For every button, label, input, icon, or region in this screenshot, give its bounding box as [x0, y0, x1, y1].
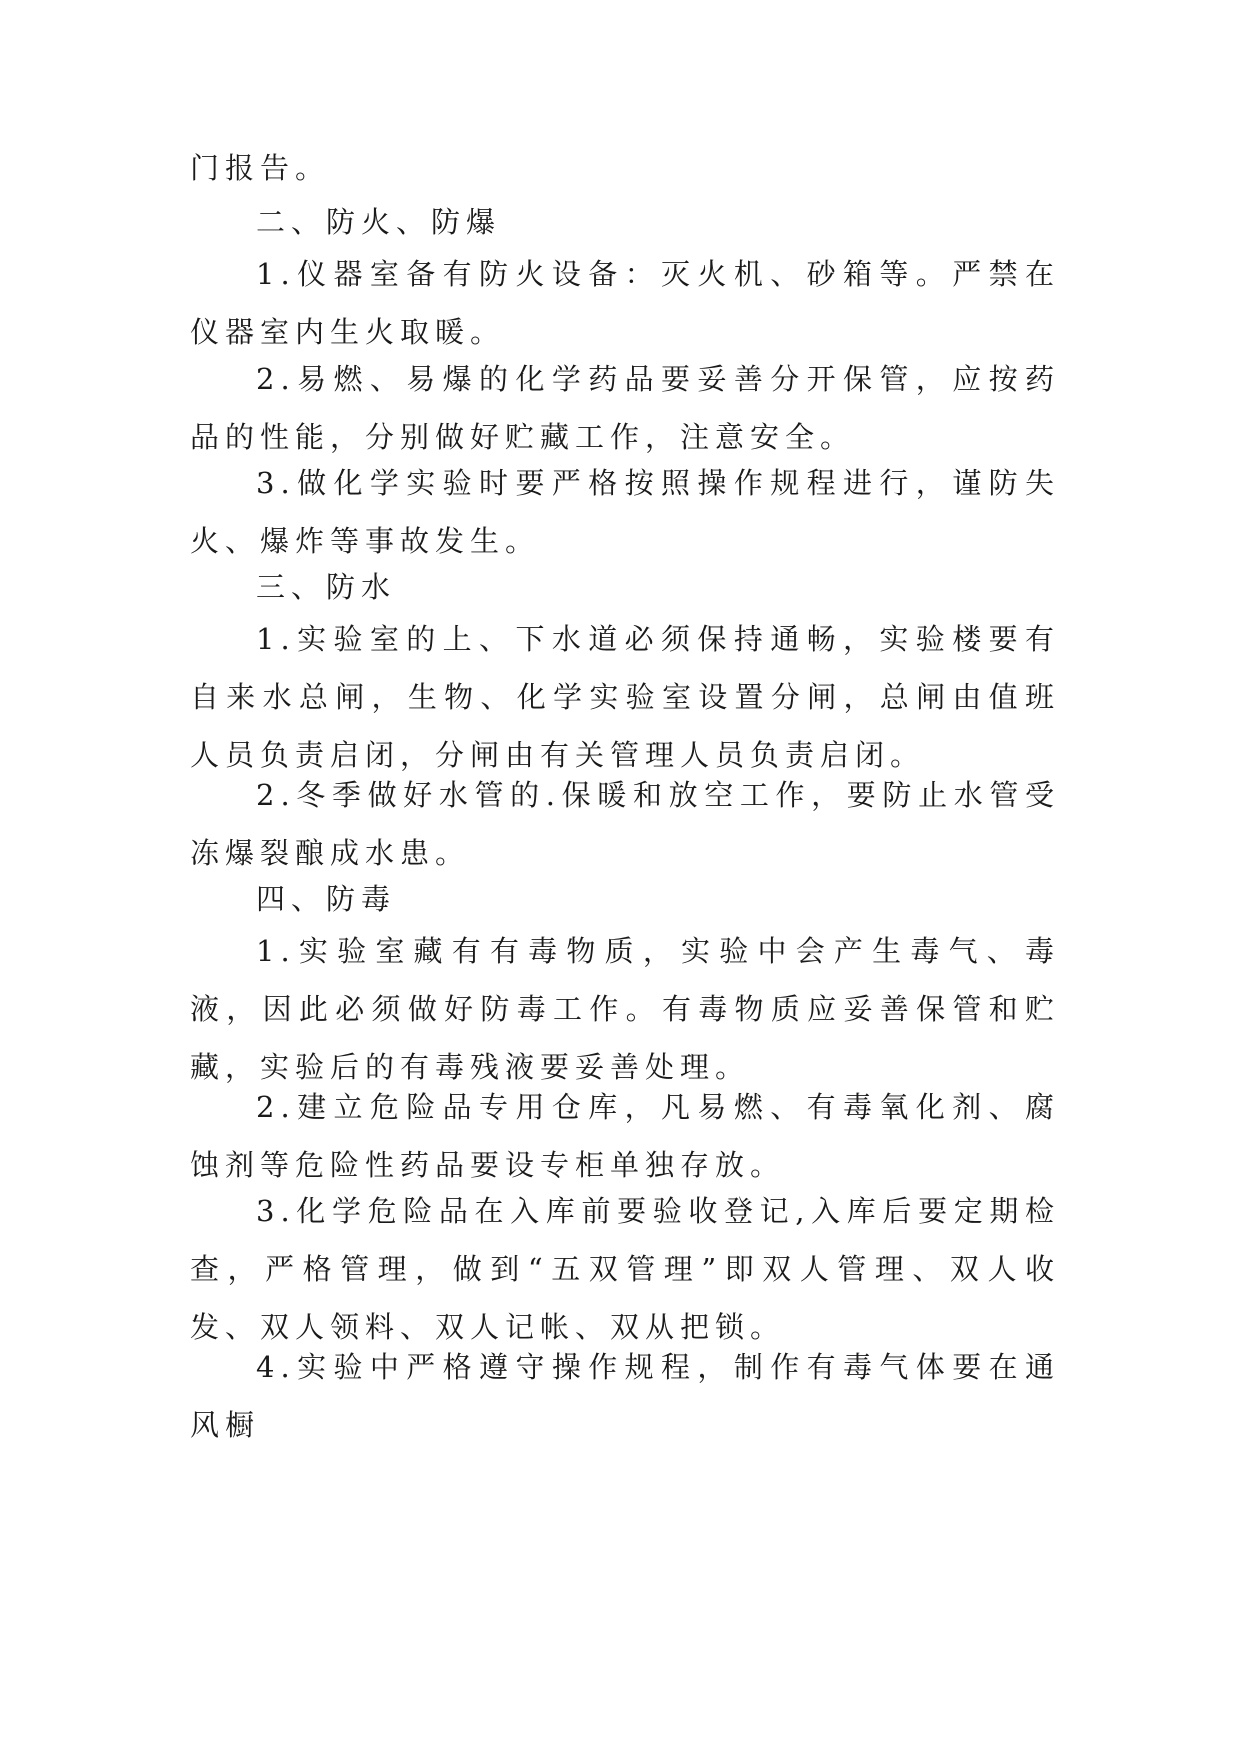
paragraph-poison-item-1: 1.实验室藏有有毒物质，实验中会产生毒气、毒液，因此必须做好防毒工作。有毒物质应妥善保管和贮藏，实验后的有毒残液要妥善处理。: [190, 934, 1060, 1084]
section-heading-poison: 四、防毒: [256, 882, 397, 916]
paragraph-poison-item-4: 4.实验中严格遵守操作规程，制作有毒气体要在通风橱: [190, 1350, 1060, 1442]
paragraph-fire-item-1: 1.仪器室备有防火设备：灭火机、砂箱等。严禁在仪器室内生火取暖。: [190, 257, 1060, 349]
paragraph-fire-item-2: 2.易燃、易爆的化学药品要妥善分开保管，应按药品的性能，分别做好贮藏工作，注意安全。: [190, 362, 1060, 454]
paragraph-continuation: 门报告。: [190, 151, 331, 185]
section-heading-fire-explosion: 二、防火、防爆: [256, 205, 502, 239]
paragraph-poison-item-3: 3.化学危险品在入库前要验收登记,入库后要定期检查，严格管理，做到“五双管理”即双人管理、双人收发、双人领料、双人记帐、双从把锁。: [190, 1194, 1060, 1344]
paragraph-water-item-2: 2.冬季做好水管的.保暖和放空工作，要防止水管受冻爆裂酿成水患。: [190, 778, 1060, 870]
paragraph-fire-item-3: 3.做化学实验时要严格按照操作规程进行，谨防失火、爆炸等事故发生。: [190, 466, 1060, 558]
paragraph-poison-item-2: 2.建立危险品专用仓库，凡易燃、有毒氧化剂、腐蚀剂等危险性药品要设专柜单独存放。: [190, 1090, 1060, 1182]
paragraph-water-item-1: 1.实验室的上、下水道必须保持通畅，实验楼要有自来水总闸，生物、化学实验室设置分闸，总闸由值班人员负责启闭，分闸由有关管理人员负责启闭。: [190, 622, 1060, 772]
section-heading-water: 三、防水: [256, 570, 397, 604]
